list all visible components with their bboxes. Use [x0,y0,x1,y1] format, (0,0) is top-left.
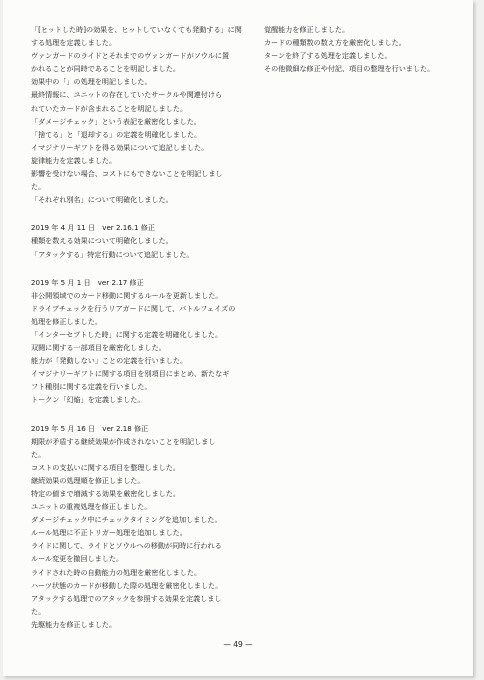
left-column [31,23,246,631]
text-line: ターンを終了する処理を定義しました。 [264,51,392,61]
text-line: れていたカードが含まれることを明記しました。 [31,103,188,113]
text-line: する処理を定義しました。 [31,38,117,48]
text-line: 双闘に関する一部項目を厳密化しました。 [31,343,166,353]
text-line: 先駆能力を修正しました。 [31,619,117,629]
text-line: かれることが同時であることを明記しました。 [31,64,180,74]
right-column [264,23,464,75]
text-line: ユニットの重複処理を修正しました。 [31,502,152,512]
version-heading: 2019 年 5 月 16 日 ver 2.18 修正 [31,423,149,433]
text-line: ハーツ状態のカードが移動した際の処理を厳密化しました。 [31,580,223,590]
text-line: ルール処理に不正トリガー処理を追加しました。 [31,528,187,538]
text-line: ドライブチェックを行うリアガードに関して、バトルフェイズの [31,303,236,313]
text-line: 最終情報に、ユニットの存在していたサークルや関連付けら [31,90,223,100]
version-heading: 2019 年 4 月 11 日 ver 2.16.1 修正 [31,223,155,233]
text-line: 影響を受けない場合、コストにもできないことを明記しまし [31,169,223,179]
text-line: 旋律能力を定義しました。 [31,155,117,165]
text-line: 「インターセプトした時」に関する定義を明確化しました。 [31,329,223,339]
text-line: 種類を数える効果について明確化しました。 [31,236,173,246]
text-line: ダメージチェック中にチェックタイミングを追加しました。 [31,515,222,525]
text-line: アタックする処理でのアタックを参照する効果を定義しまし [31,593,222,603]
text-line: カードの種類数の数え方を厳密化しました。 [264,38,406,48]
text-line: トークン「幻焔」を定義しました。 [31,395,145,405]
text-line: ヴァンガードのライドとそれまでのヴァンガードがソウルに置 [31,51,230,61]
text-line: ライドされた時の自動能力の処理を厳密化しました。 [31,567,202,577]
text-line: た。 [31,449,46,459]
text-line: その他微細な修正や付記、項目の整理を行いました。 [264,64,435,74]
text-line: 「[ヒットした時]の効果を、ヒットしていなくても発動する」に関 [31,25,242,34]
text-line: 「ダメージチェック」という表記を厳密化しました。 [31,116,201,126]
text-line: 期限が矛盾する継続効果が作成されないことを明記しまし [31,436,216,446]
version-heading: 2019 年 5 月 1 日 ver 2.17 修正 [31,277,144,287]
text-line: フト種別に関する定義を行いました。 [31,382,152,392]
text-line: イマジナリーギフトを得る効果について追記しました。 [31,142,209,152]
text-line: ルール変更を撤回しました。 [31,554,124,564]
text-line: た。 [31,182,46,192]
text-line: 「捨てる」と「退却する」の定義を明確化しました。 [31,129,202,139]
text-line: 能力が「発動しない」ことの定義を行いました。 [31,356,188,366]
text-line: 特定の値まで増減する効果を厳密化しました。 [31,489,180,498]
text-line: 効果中の「」の処理を明記しました。 [31,77,152,87]
text-line: コストの支払いに関する項目を整理しました。 [31,462,180,472]
text-line: 「それぞれ別名」について明確化しました。 [31,195,173,205]
text-line: 処理を修正しました。 [31,316,102,326]
text-line: た。 [31,606,46,616]
text-line: ライドに関して、ライドとソウルへの移動が同時に行われる [31,541,222,551]
text-line: 非公開領域でのカード移動に関するルールを更新しました。 [31,290,223,300]
text-line: 覚醒能力を修正しました。 [264,25,350,34]
text-line: 継続効果の処理順を修正しました。 [31,475,145,485]
page-number: — 49 — [223,640,253,649]
text-line: イマジナリーギフトに関する項目を別項目にまとめ、新たなギ [31,369,230,379]
text-line: 「アタックする」特定行動について追記しました。 [31,249,194,259]
document-page [3,0,473,676]
